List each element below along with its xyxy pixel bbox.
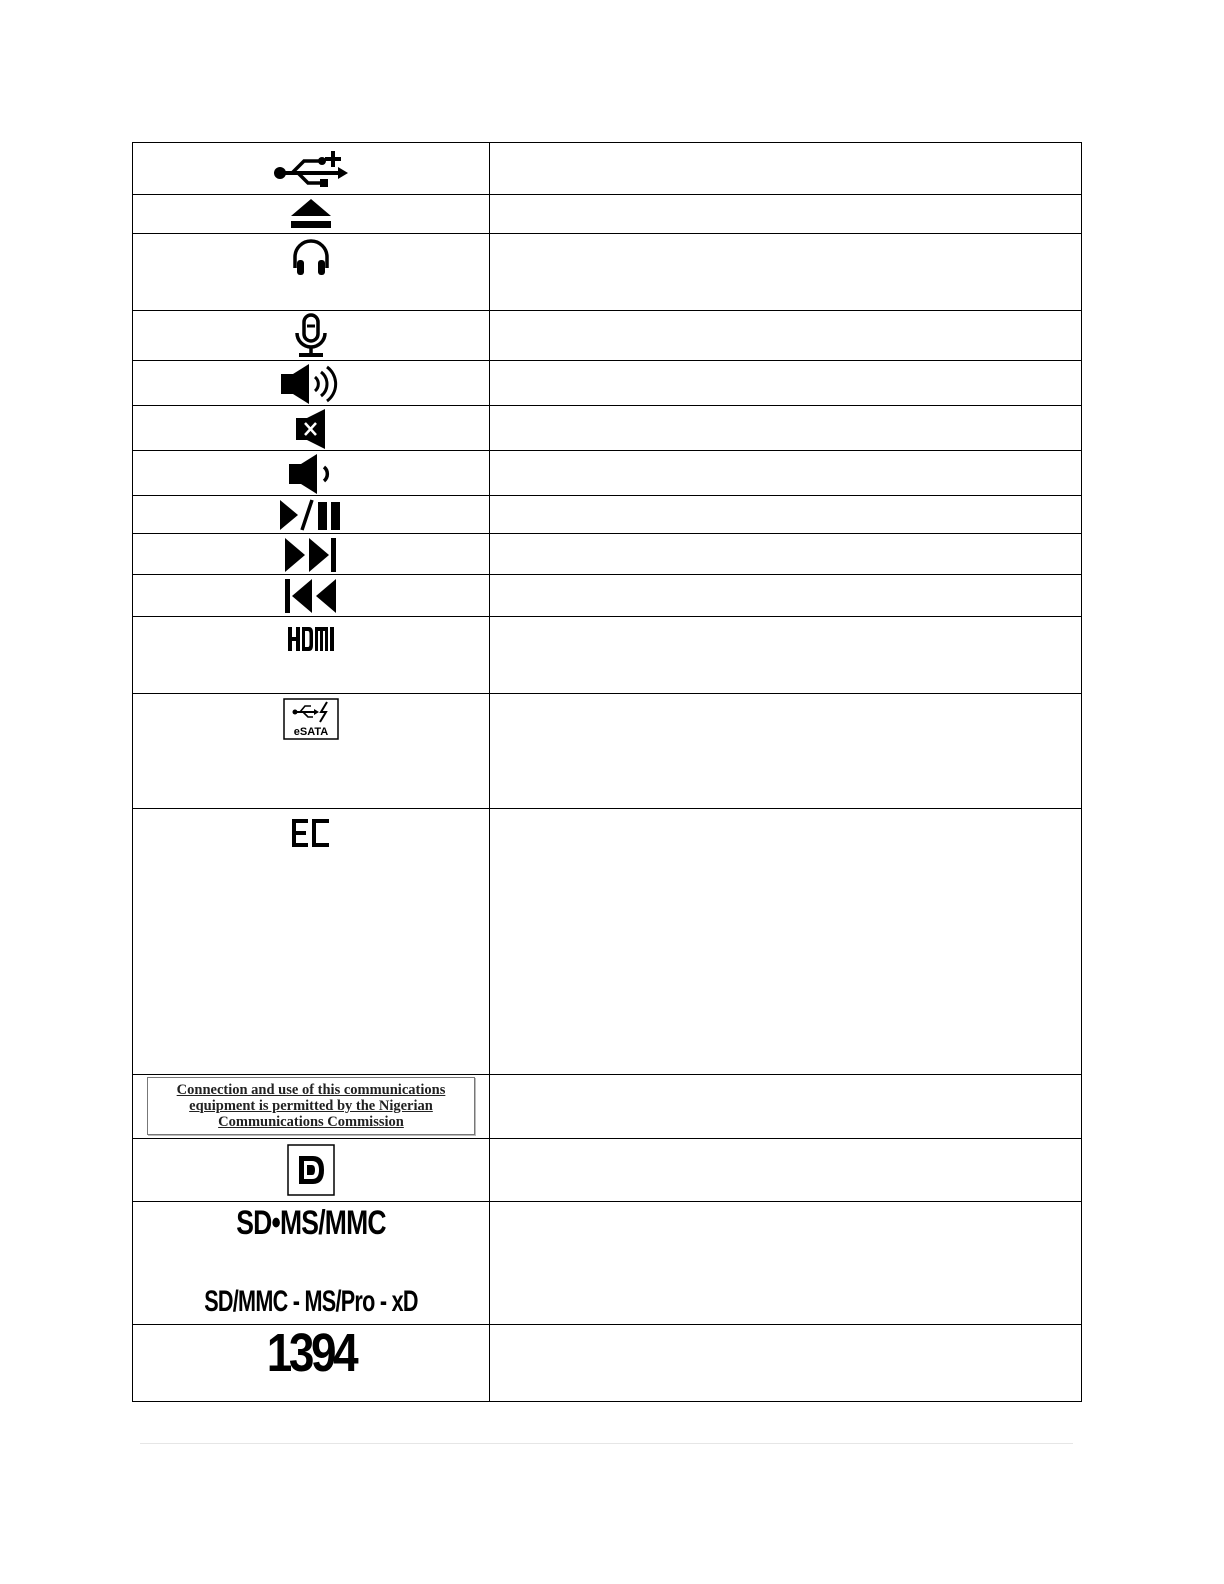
description-cell	[490, 809, 1082, 1075]
expresscard-icon	[291, 818, 331, 848]
play-pause-icon	[278, 498, 344, 532]
footer-divider	[140, 1443, 1073, 1444]
icon-cell	[133, 1325, 490, 1402]
description-cell	[490, 694, 1082, 809]
description-cell	[490, 1202, 1082, 1325]
card-reader-logo	[133, 1202, 490, 1325]
description-cell	[490, 1325, 1082, 1402]
microphone-icon	[293, 313, 329, 359]
usb-powered-icon	[272, 149, 350, 189]
esata-label: eSATA	[293, 726, 329, 738]
table-row	[133, 1325, 1082, 1402]
ieee1394-logo: 1394	[266, 1323, 356, 1383]
table-row	[133, 534, 1082, 575]
icon-cell	[133, 1075, 490, 1139]
description-cell	[490, 361, 1082, 406]
icon-cell	[133, 575, 490, 617]
volume-down-icon	[287, 453, 335, 495]
card-reader-label-2: SD/MMC - MS/Pro - xD	[204, 1285, 418, 1318]
description-cell	[490, 534, 1082, 575]
ncc-line-2: equipment is permitted by the Nigerian	[189, 1098, 433, 1114]
icon-cell	[133, 195, 490, 234]
hdmi-logo	[287, 625, 335, 653]
table-row	[133, 1139, 1082, 1202]
next-track-icon	[283, 536, 339, 574]
icon-cell	[133, 496, 490, 534]
table-row	[133, 143, 1082, 195]
icon-cell	[133, 694, 490, 809]
description-cell	[490, 451, 1082, 496]
eject-icon	[289, 197, 333, 231]
previous-track-icon	[283, 577, 339, 615]
table-row	[133, 361, 1082, 406]
description-cell	[490, 496, 1082, 534]
icon-cell	[133, 809, 490, 1075]
ncc-notice	[147, 1077, 475, 1135]
mute-icon	[293, 408, 329, 450]
table-row	[133, 1202, 1082, 1325]
icon-cell	[133, 234, 490, 311]
table-row	[133, 809, 1082, 1075]
icon-cell	[133, 1139, 490, 1202]
table-row	[133, 451, 1082, 496]
icon-cell	[133, 361, 490, 406]
table-row	[133, 311, 1082, 361]
description-cell	[490, 311, 1082, 361]
description-cell	[490, 143, 1082, 195]
description-cell	[490, 617, 1082, 694]
symbols-table	[132, 142, 1082, 1402]
icon-cell	[133, 534, 490, 575]
table-row	[133, 234, 1082, 311]
headphone-icon	[290, 236, 332, 278]
description-cell	[490, 234, 1082, 311]
icon-cell	[133, 311, 490, 361]
table-row	[133, 496, 1082, 534]
icon-cell	[133, 406, 490, 451]
card-reader-label-1: SD•MS/MMC	[236, 1204, 386, 1242]
description-cell	[490, 1075, 1082, 1139]
usb-esata-icon	[283, 698, 339, 740]
table-row	[133, 575, 1082, 617]
displayport-icon	[287, 1144, 335, 1196]
description-cell	[490, 406, 1082, 451]
table-row	[133, 694, 1082, 809]
ncc-line-1: Connection and use of this communications	[176, 1082, 446, 1098]
ec-label: EC	[291, 818, 293, 819]
volume-up-icon	[279, 363, 343, 405]
description-cell	[490, 195, 1082, 234]
table-row	[133, 1075, 1082, 1139]
ncc-line-3: Communications Commission	[218, 1114, 404, 1130]
icon-cell	[133, 617, 490, 694]
table-row	[133, 195, 1082, 234]
description-cell	[490, 1139, 1082, 1202]
description-cell	[490, 575, 1082, 617]
table-row	[133, 406, 1082, 451]
table-row	[133, 617, 1082, 694]
icon-cell	[133, 143, 490, 195]
icon-cell	[133, 451, 490, 496]
